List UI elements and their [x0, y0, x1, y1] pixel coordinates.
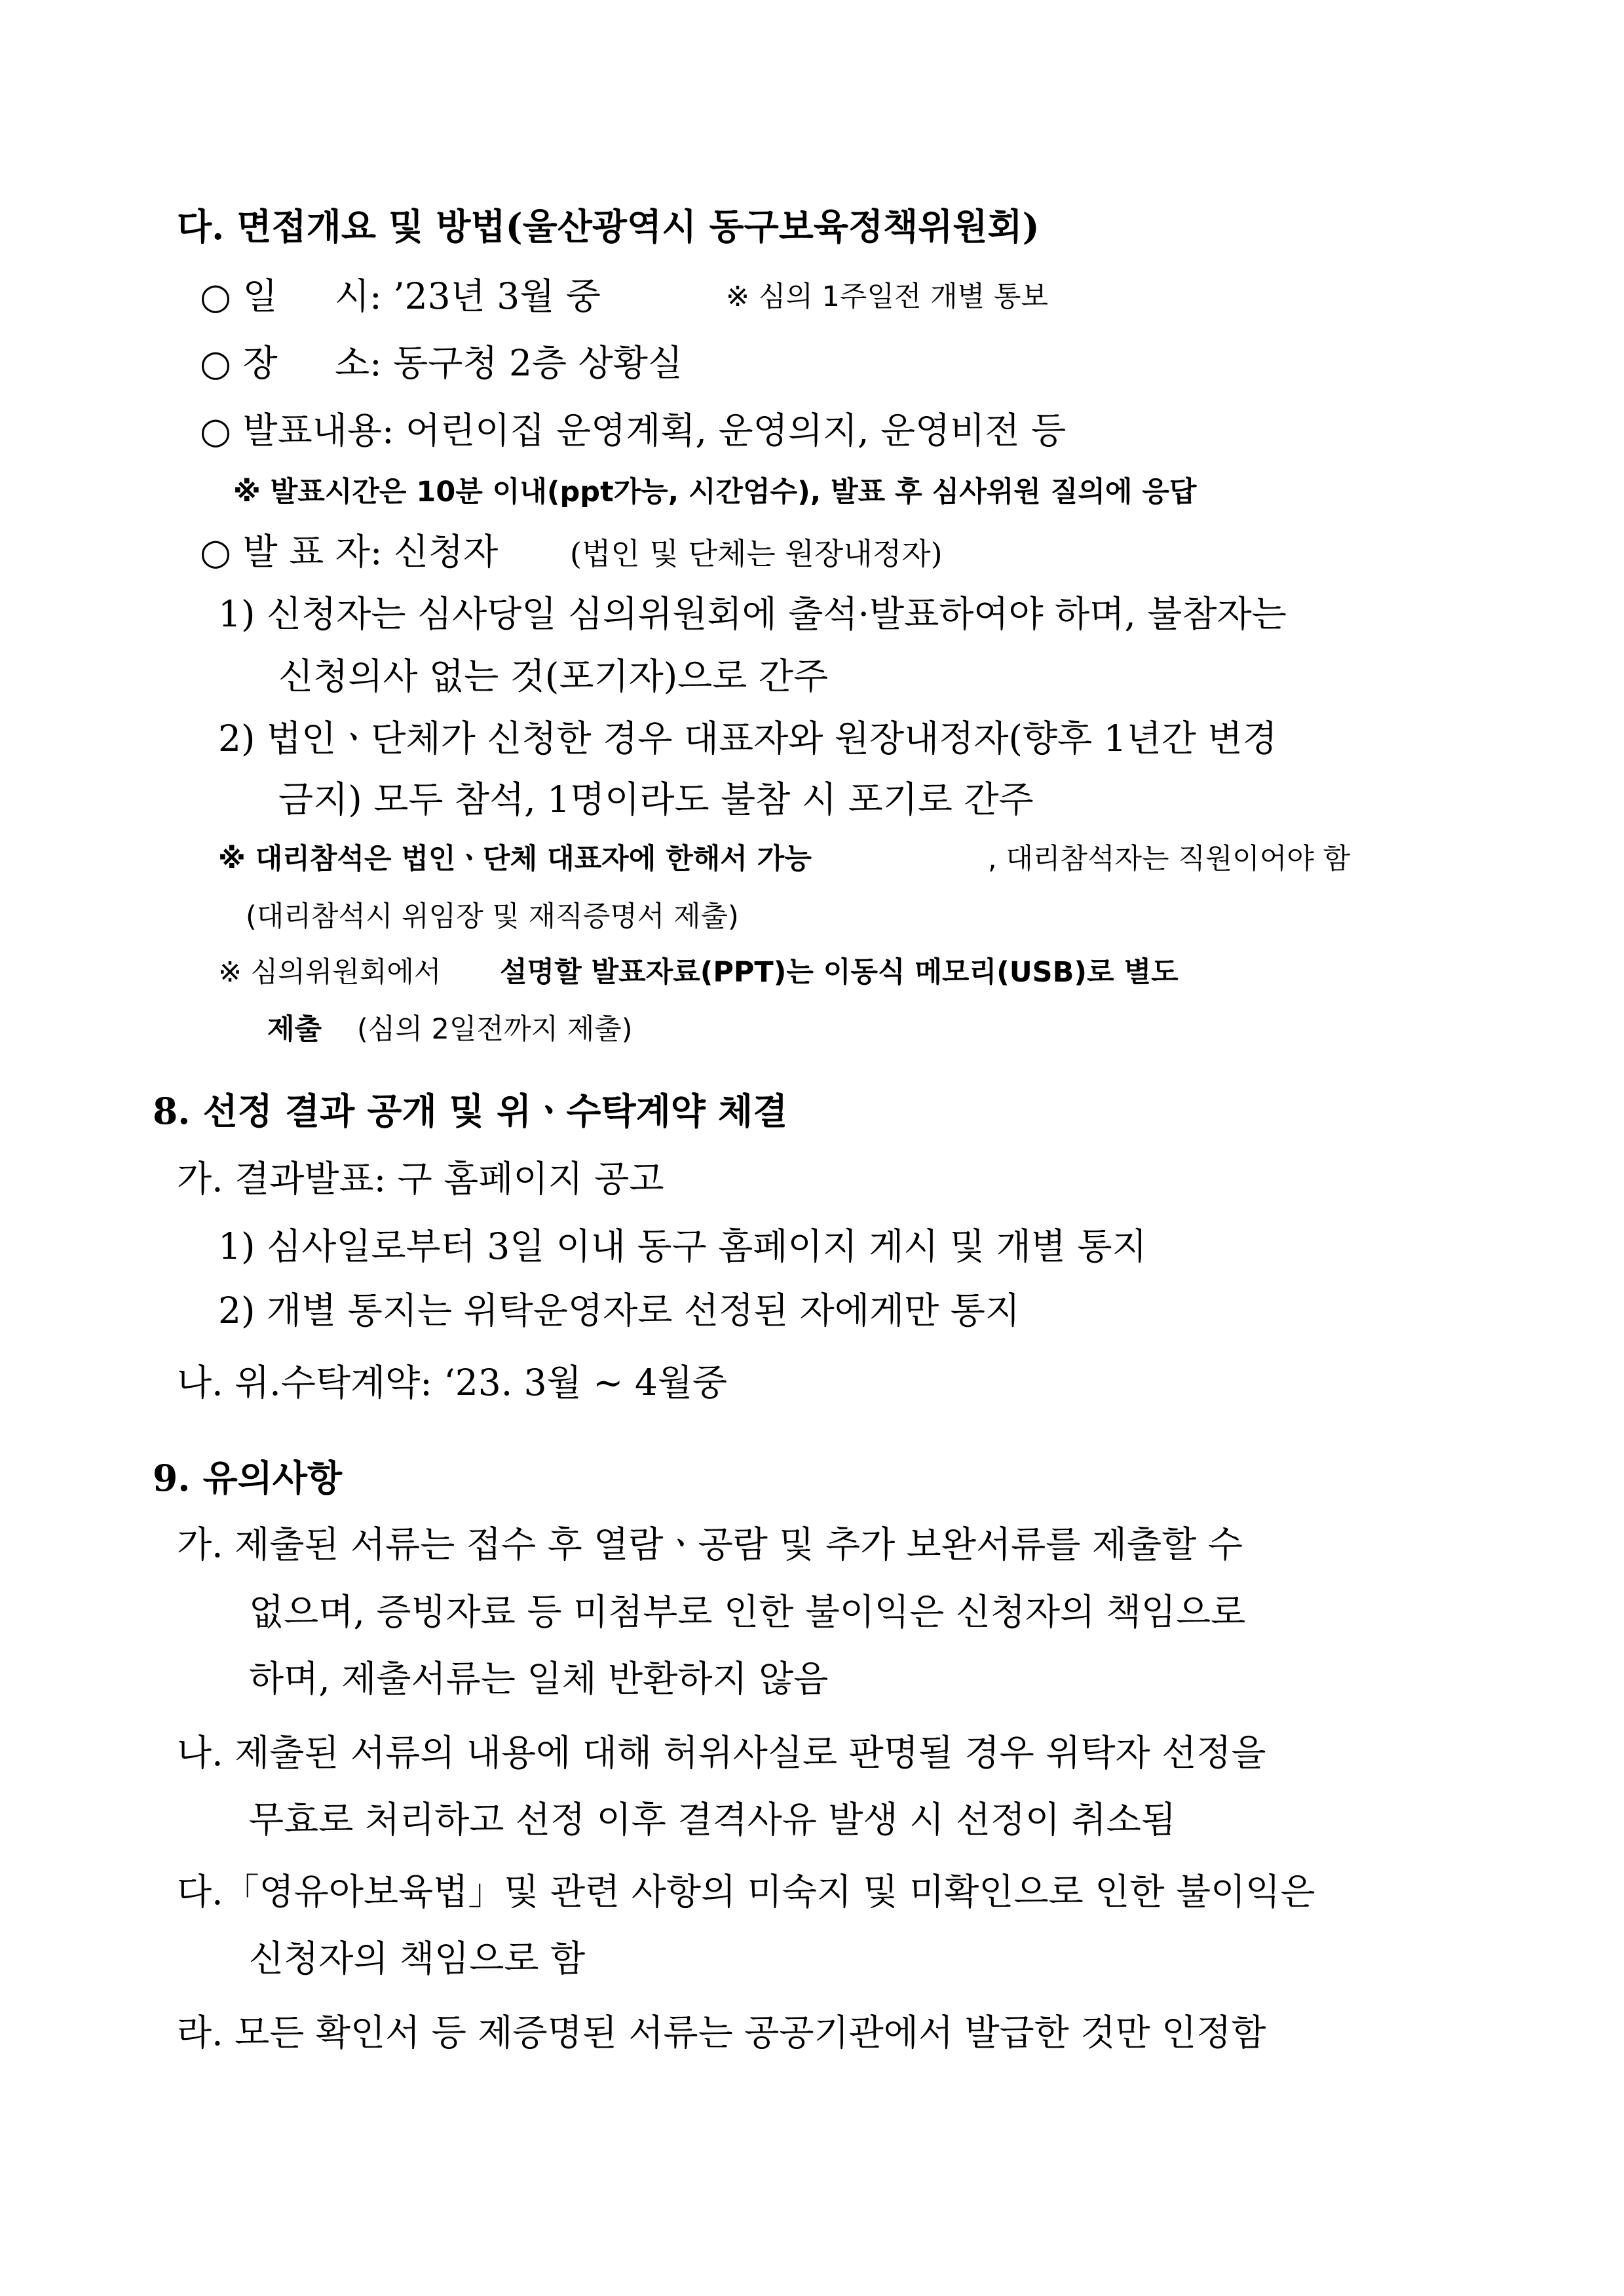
presenter-line: ○ 발 표 자: 신청자 [200, 531, 499, 573]
item-2-line-2: 금지) 모두 참석, 1명이라도 불참 시 포기로 간주 [278, 778, 1034, 820]
ppt-note-line-2-rest: (심의 2일전까지 제출) [357, 1013, 633, 1046]
result-item-1: 1) 심사일로부터 3일 이내 동구 홈페이지 게시 및 개별 통지 [218, 1225, 1147, 1267]
proxy-note-bold: ※ 대리참석은 법인ㆍ단체 대표자에 한해서 가능 [218, 843, 812, 875]
section-8-heading: 8. 선정 결과 공개 및 위ㆍ수탁계약 체결 [153, 1090, 788, 1132]
note-b-line-2: 무효로 처리하고 선정 이후 결격사유 발생 시 선정이 취소됨 [249, 1799, 1176, 1841]
note-a-line-3: 하며, 제출서류는 일체 반환하지 않음 [249, 1658, 829, 1700]
note-c-line-1: 다.「영유아보육법」및 관련 사항의 미숙지 및 미확인으로 인한 불이익은 [177, 1871, 1315, 1913]
date-note: ※ 심의 1주일전 개별 통보 [726, 280, 1048, 313]
proxy-note-line-2: (대리참석시 위임장 및 재직증명서 제출) [246, 900, 739, 933]
item-1-line-2: 신청의사 없는 것(포기자)으로 간주 [278, 655, 829, 697]
note-b-line-1: 나. 제출된 서류의 내용에 대해 허위사실로 판명될 경우 위탁자 선정을 [177, 1732, 1266, 1774]
proxy-note-rest: , 대리참석자는 직원이어야 함 [988, 843, 1351, 875]
note-a-line-1: 가. 제출된 서류는 접수 후 열람ㆍ공람 및 추가 보완서류를 제출할 수 [177, 1523, 1243, 1565]
note-a-line-2: 없으며, 증빙자료 등 미첨부로 인한 불이익은 신청자의 책임으로 [249, 1591, 1246, 1633]
result-announcement: 가. 결과발표: 구 홈페이지 공고 [177, 1158, 664, 1200]
ppt-note-bold: 설명할 발표자료(PPT)는 이동식 메모리(USB)로 별도 [500, 956, 1179, 989]
item-2-line-1: 2) 법인ㆍ단체가 신청한 경우 대표자와 원장내정자(향후 1년간 변경 [218, 718, 1277, 759]
presentation-time-note: ※ 발표시간은 10분 이내(ppt가능, 시간엄수), 발표 후 심사위원 질의에 응답 [233, 476, 1197, 508]
item-1-line-1: 1) 신청자는 심사당일 심의위원회에 출석·발표하여야 하며, 불참자는 [218, 593, 1287, 635]
section-heading-d: 다. 면접개요 및 방법(울산광역시 동구보육정책위원회) [177, 205, 1040, 248]
ppt-note-prefix: ※ 심의위원회에서 [218, 956, 442, 989]
contract-line: 나. 위.수탁계약: ‘23. 3월 ~ 4월중 [177, 1362, 728, 1404]
section-9-heading: 9. 유의사항 [153, 1457, 343, 1499]
place-line: ○ 장 소: 동구청 2층 상황실 [200, 342, 683, 384]
date-line: ○ 일 시: ’23년 3월 중 [200, 275, 601, 317]
content-line: ○ 발표내용: 어린이집 운영계획, 운영의지, 운영비전 등 [200, 410, 1067, 451]
note-d-line: 라. 모든 확인서 등 제증명된 서류는 공공기관에서 발급한 것만 인정함 [177, 2012, 1266, 2054]
ppt-note-line-2-bold: 제출 [267, 1013, 322, 1046]
result-item-2: 2) 개별 통지는 위탁운영자로 선정된 자에게만 통지 [218, 1290, 1020, 1331]
presenter-note: (법인 및 단체는 원장내정자) [570, 536, 943, 571]
note-c-line-2: 신청자의 책임으로 함 [249, 1938, 586, 1980]
